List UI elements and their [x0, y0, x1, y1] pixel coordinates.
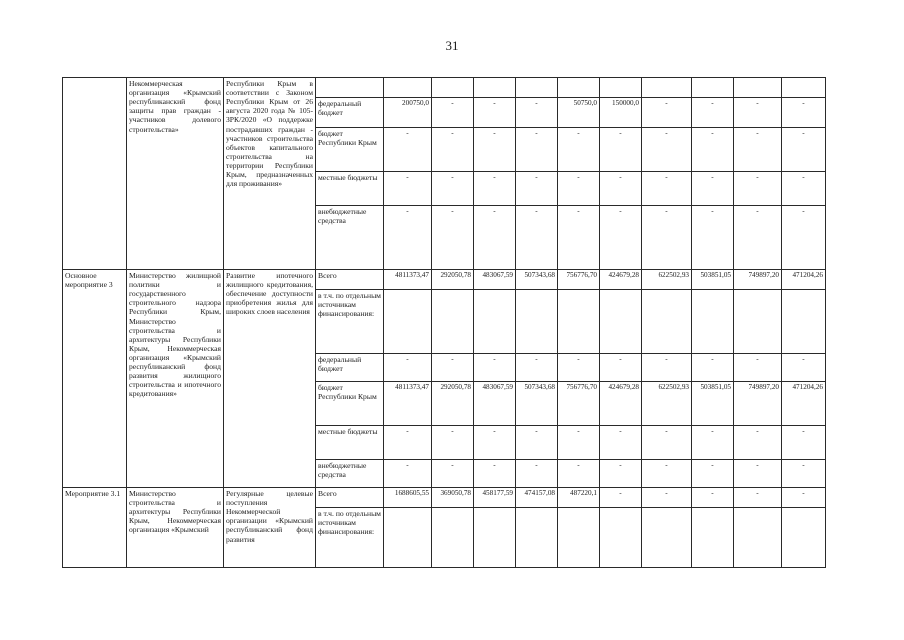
- amount-cell: [782, 290, 826, 354]
- amount-cell: -: [734, 426, 782, 460]
- funding-source-cell: федеральный бюджет: [316, 354, 384, 382]
- amount-cell: [384, 508, 432, 568]
- amount-cell: [734, 508, 782, 568]
- cell-text: Некоммерческая организация «Крымский республиканский фонд защиты прав граждан - участников долевого строительства»: [129, 79, 221, 134]
- amount-cell: [692, 508, 734, 568]
- funding-source-cell: [316, 78, 384, 98]
- amount-cell: -: [692, 354, 734, 382]
- amount-cell: 471204,26: [782, 382, 826, 426]
- amount-cell: -: [782, 460, 826, 488]
- amount-cell: 507343,68: [516, 270, 558, 290]
- amount-cell: 749897,20: [734, 382, 782, 426]
- funding-source-cell: местные бюджеты: [316, 426, 384, 460]
- amount-cell: -: [432, 172, 474, 206]
- amount-cell: 503851,05: [692, 270, 734, 290]
- amount-cell: -: [384, 128, 432, 172]
- amount-cell: -: [516, 128, 558, 172]
- amount-cell: 622502,93: [642, 270, 692, 290]
- amount-cell: -: [384, 206, 432, 270]
- amount-cell: [642, 508, 692, 568]
- amount-cell: -: [600, 206, 642, 270]
- amount-cell: 474157,08: [516, 488, 558, 508]
- amount-cell: 50750,0: [558, 98, 600, 128]
- amount-cell: -: [384, 426, 432, 460]
- amount-cell: -: [600, 460, 642, 488]
- amount-cell: [474, 508, 516, 568]
- amount-cell: -: [432, 460, 474, 488]
- amount-cell: -: [692, 206, 734, 270]
- amount-cell: -: [474, 98, 516, 128]
- amount-cell: 369050,78: [432, 488, 474, 508]
- table-row: [63, 78, 826, 98]
- amount-cell: -: [384, 460, 432, 488]
- amount-cell: -: [474, 128, 516, 172]
- amount-cell: -: [600, 488, 642, 508]
- amount-cell: -: [642, 488, 692, 508]
- amount-cell: -: [734, 206, 782, 270]
- amount-cell: -: [782, 128, 826, 172]
- amount-cell: -: [474, 206, 516, 270]
- amount-cell: -: [734, 488, 782, 508]
- cell-text: Министерство строительства и архитектуры Республики Крым, Некоммерческая организация «Крымский: [129, 489, 221, 535]
- amount-cell: -: [734, 460, 782, 488]
- amount-cell: 483067,59: [474, 270, 516, 290]
- amount-cell: -: [384, 172, 432, 206]
- amount-cell: 487220,1: [558, 488, 600, 508]
- funding-source-cell: федеральный бюджет: [316, 98, 384, 128]
- amount-cell: -: [642, 98, 692, 128]
- amount-cell: 4811373,47: [384, 382, 432, 426]
- amount-cell: [692, 290, 734, 354]
- event-description-cell: [224, 78, 316, 270]
- amount-cell: -: [782, 206, 826, 270]
- amount-cell: [642, 78, 692, 98]
- amount-cell: 749897,20: [734, 270, 782, 290]
- table-row: [63, 270, 826, 290]
- amount-cell: -: [642, 128, 692, 172]
- event-description-cell: [224, 488, 316, 568]
- amount-cell: -: [600, 354, 642, 382]
- amount-cell: 424679,28: [600, 270, 642, 290]
- event-name-cell: [63, 270, 127, 488]
- cell-text: Развитие ипотечного жилищного кредитования, обеспечение доступности приобретения жилья для широких слоев населения: [226, 271, 313, 317]
- amount-cell: -: [600, 172, 642, 206]
- amount-cell: -: [692, 98, 734, 128]
- amount-cell: 458177,59: [474, 488, 516, 508]
- amount-cell: -: [558, 460, 600, 488]
- funding-source-cell: Всего: [316, 488, 384, 508]
- amount-cell: 292050,78: [432, 270, 474, 290]
- funding-source-cell: в т.ч. по отдельным источникам финансирования:: [316, 290, 384, 354]
- amount-cell: 756776,70: [558, 270, 600, 290]
- amount-cell: -: [782, 354, 826, 382]
- amount-cell: -: [516, 172, 558, 206]
- funding-source-cell: местные бюджеты: [316, 172, 384, 206]
- amount-cell: -: [432, 206, 474, 270]
- funding-source-cell: бюджет Республики Крым: [316, 128, 384, 172]
- amount-cell: -: [734, 172, 782, 206]
- amount-cell: 424679,28: [600, 382, 642, 426]
- responsible-executor-cell: [127, 488, 224, 568]
- amount-cell: [734, 78, 782, 98]
- amount-cell: [516, 78, 558, 98]
- amount-cell: -: [432, 128, 474, 172]
- amount-cell: [600, 290, 642, 354]
- funding-source-cell: Всего: [316, 270, 384, 290]
- amount-cell: [782, 508, 826, 568]
- amount-cell: [600, 508, 642, 568]
- amount-cell: 503851,05: [692, 382, 734, 426]
- event-name-cell: [63, 488, 127, 568]
- funding-source-cell: внебюджетные средства: [316, 206, 384, 270]
- amount-cell: -: [516, 206, 558, 270]
- amount-cell: 756776,70: [558, 382, 600, 426]
- amount-cell: -: [432, 354, 474, 382]
- event-name-cell: [63, 78, 127, 270]
- amount-cell: -: [642, 426, 692, 460]
- funding-source-cell: в т.ч. по отдельным источникам финансирования:: [316, 508, 384, 568]
- amount-cell: -: [782, 172, 826, 206]
- amount-cell: -: [600, 128, 642, 172]
- amount-cell: [516, 290, 558, 354]
- amount-cell: -: [642, 354, 692, 382]
- amount-cell: -: [642, 172, 692, 206]
- amount-cell: [474, 290, 516, 354]
- responsible-executor-cell: [127, 270, 224, 488]
- amount-cell: -: [558, 172, 600, 206]
- amount-cell: [692, 78, 734, 98]
- amount-cell: -: [782, 426, 826, 460]
- amount-cell: -: [558, 354, 600, 382]
- amount-cell: -: [600, 426, 642, 460]
- page-number: 31: [445, 38, 459, 53]
- table-row: [63, 488, 826, 508]
- amount-cell: -: [734, 354, 782, 382]
- amount-cell: [734, 290, 782, 354]
- amount-cell: [642, 290, 692, 354]
- cell-text: Министерство жилищной политики и государственного строительного надзора Республики Крым, Министерство строительства и архитектуры Республики Крым, Некоммерческая организация «Крымский республиканский фонд развития жилищного строительства и ипотечного кредитования»: [129, 271, 221, 399]
- amount-cell: -: [558, 426, 600, 460]
- amount-cell: [558, 508, 600, 568]
- amount-cell: [558, 290, 600, 354]
- program-financing-table: [62, 77, 826, 568]
- amount-cell: [600, 78, 642, 98]
- amount-cell: 200750,0: [384, 98, 432, 128]
- amount-cell: -: [692, 172, 734, 206]
- amount-cell: -: [692, 460, 734, 488]
- amount-cell: -: [474, 354, 516, 382]
- amount-cell: [384, 290, 432, 354]
- amount-cell: [432, 290, 474, 354]
- amount-cell: 507343,68: [516, 382, 558, 426]
- amount-cell: -: [516, 426, 558, 460]
- amount-cell: -: [516, 98, 558, 128]
- amount-cell: -: [474, 172, 516, 206]
- event-description-cell: [224, 270, 316, 488]
- amount-cell: 150000,0: [600, 98, 642, 128]
- amount-cell: -: [474, 426, 516, 460]
- amount-cell: [558, 78, 600, 98]
- amount-cell: -: [516, 354, 558, 382]
- funding-source-cell: бюджет Республики Крым: [316, 382, 384, 426]
- funding-source-cell: внебюджетные средства: [316, 460, 384, 488]
- amount-cell: 471204,26: [782, 270, 826, 290]
- amount-cell: 483067,59: [474, 382, 516, 426]
- amount-cell: -: [692, 488, 734, 508]
- amount-cell: -: [692, 128, 734, 172]
- amount-cell: -: [642, 206, 692, 270]
- amount-cell: -: [432, 426, 474, 460]
- cell-text: Мероприятие 3.1: [65, 489, 121, 498]
- amount-cell: -: [734, 98, 782, 128]
- cell-text: Республики Крым в соответствии с Законом Республики Крым от 26 августа 2020 года № 105-ЗРК/2020 «О поддержке пострадавших граждан - участников строительства объектов капитального строительства на территории Республики Крым, предназначенных для проживания»: [226, 79, 313, 189]
- amount-cell: -: [782, 98, 826, 128]
- amount-cell: [516, 508, 558, 568]
- amount-cell: -: [384, 354, 432, 382]
- amount-cell: [782, 78, 826, 98]
- cell-text: Основное мероприятие 3: [65, 271, 113, 290]
- amount-cell: -: [558, 128, 600, 172]
- amount-cell: [432, 508, 474, 568]
- responsible-executor-cell: [127, 78, 224, 270]
- amount-cell: -: [432, 98, 474, 128]
- cell-text: Регулярные целевые поступления Некоммерческой организации «Крымский республиканский фонд развития: [226, 489, 313, 544]
- amount-cell: -: [516, 460, 558, 488]
- amount-cell: [474, 78, 516, 98]
- amount-cell: 1688605,55: [384, 488, 432, 508]
- amount-cell: -: [558, 206, 600, 270]
- amount-cell: [432, 78, 474, 98]
- amount-cell: -: [474, 460, 516, 488]
- amount-cell: -: [734, 128, 782, 172]
- amount-cell: [384, 78, 432, 98]
- amount-cell: -: [782, 488, 826, 508]
- amount-cell: 622502,93: [642, 382, 692, 426]
- amount-cell: -: [692, 426, 734, 460]
- amount-cell: 4811373,47: [384, 270, 432, 290]
- amount-cell: -: [642, 460, 692, 488]
- amount-cell: 292050,78: [432, 382, 474, 426]
